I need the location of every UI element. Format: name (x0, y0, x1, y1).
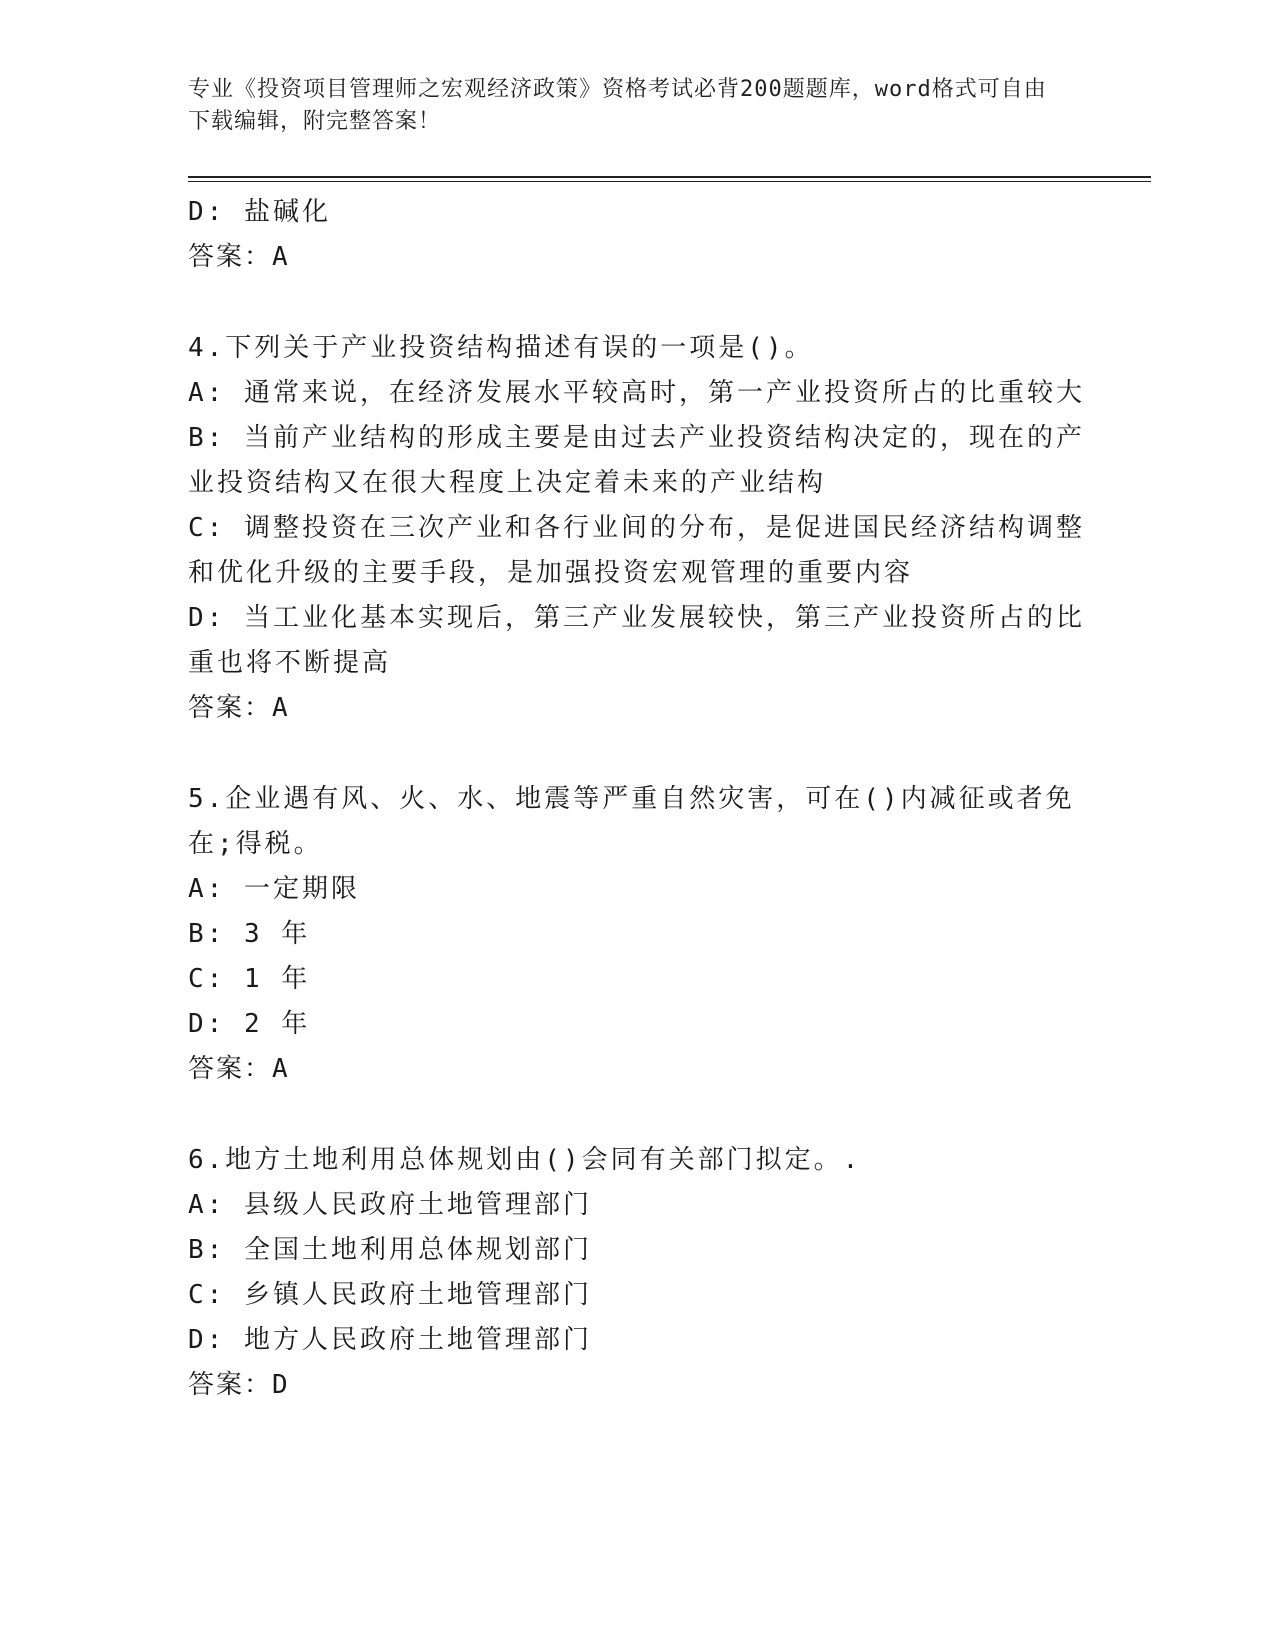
question-option: B: 3 年 (188, 919, 311, 949)
spacer (188, 280, 1088, 326)
question-option: D: 2 年 (188, 1009, 311, 1039)
question-stem: 4.下列关于产业投资结构描述有误的一项是()。 (188, 333, 814, 363)
spacer (188, 1092, 1088, 1138)
answer-value: A (272, 242, 290, 272)
question-option: A: 一定期限 (188, 874, 360, 904)
header-divider (188, 176, 1151, 178)
answer-label: 答案： (188, 242, 273, 272)
header-divider-thin (188, 181, 1151, 182)
answer-value: A (272, 1054, 290, 1084)
prev-question-option-d: D: 盐碱化 (188, 197, 331, 227)
answer-label: 答案： (188, 693, 273, 723)
answer-value: A (272, 693, 290, 723)
answer-label: 答案： (188, 1054, 273, 1084)
prev-question-answer (188, 235, 1088, 280)
question-answer (188, 1047, 1088, 1092)
question-option: A: 县级人民政府土地管理部门 (188, 1190, 592, 1220)
question-answer (188, 686, 1088, 731)
document-header (188, 74, 1068, 138)
answer-value: D (272, 1370, 290, 1400)
question-answer (188, 1363, 1088, 1408)
question-option: C: 调整投资在三次产业和各行业间的分布，是促进国民经济结构调整 (188, 513, 1085, 543)
question-option: C: 1 年 (188, 964, 311, 994)
document-body (188, 190, 1088, 1408)
question-list (188, 326, 1088, 1408)
header-text: 专业《投资项目管理师之宏观经济政策》资格考试必背200题题库，word格式可自由下载编辑，附完整答案！ (188, 77, 1047, 134)
question-option: 重也将不断提高 (188, 648, 392, 678)
question-block (188, 1138, 1088, 1408)
question-stem: 在;得税。 (188, 829, 323, 859)
question-option: C: 乡镇人民政府土地管理部门 (188, 1280, 592, 1310)
question-stem: 5.企业遇有风、火、水、地震等严重自然灾害，可在()内减征或者免 (188, 784, 1075, 814)
question-option: B: 全国土地利用总体规划部门 (188, 1235, 592, 1265)
question-option: A: 通常来说，在经济发展水平较高时，第一产业投资所占的比重较大 (188, 378, 1085, 408)
question-option: 业投资结构又在很大程度上决定着未来的产业结构 (188, 468, 827, 498)
question-option: D: 当工业化基本实现后，第三产业发展较快，第三产业投资所占的比 (188, 603, 1085, 633)
question-option: B: 当前产业结构的形成主要是由过去产业投资结构决定的，现在的产 (188, 423, 1085, 453)
question-stem: 6.地方土地利用总体规划由()会同有关部门拟定。. (188, 1145, 862, 1175)
question-block (188, 777, 1088, 1138)
question-option: 和优化升级的主要手段，是加强投资宏观管理的重要内容 (188, 558, 914, 588)
answer-label: 答案： (188, 1370, 273, 1400)
spacer (188, 731, 1088, 777)
question-block (188, 326, 1088, 777)
question-option: D: 地方人民政府土地管理部门 (188, 1325, 592, 1355)
